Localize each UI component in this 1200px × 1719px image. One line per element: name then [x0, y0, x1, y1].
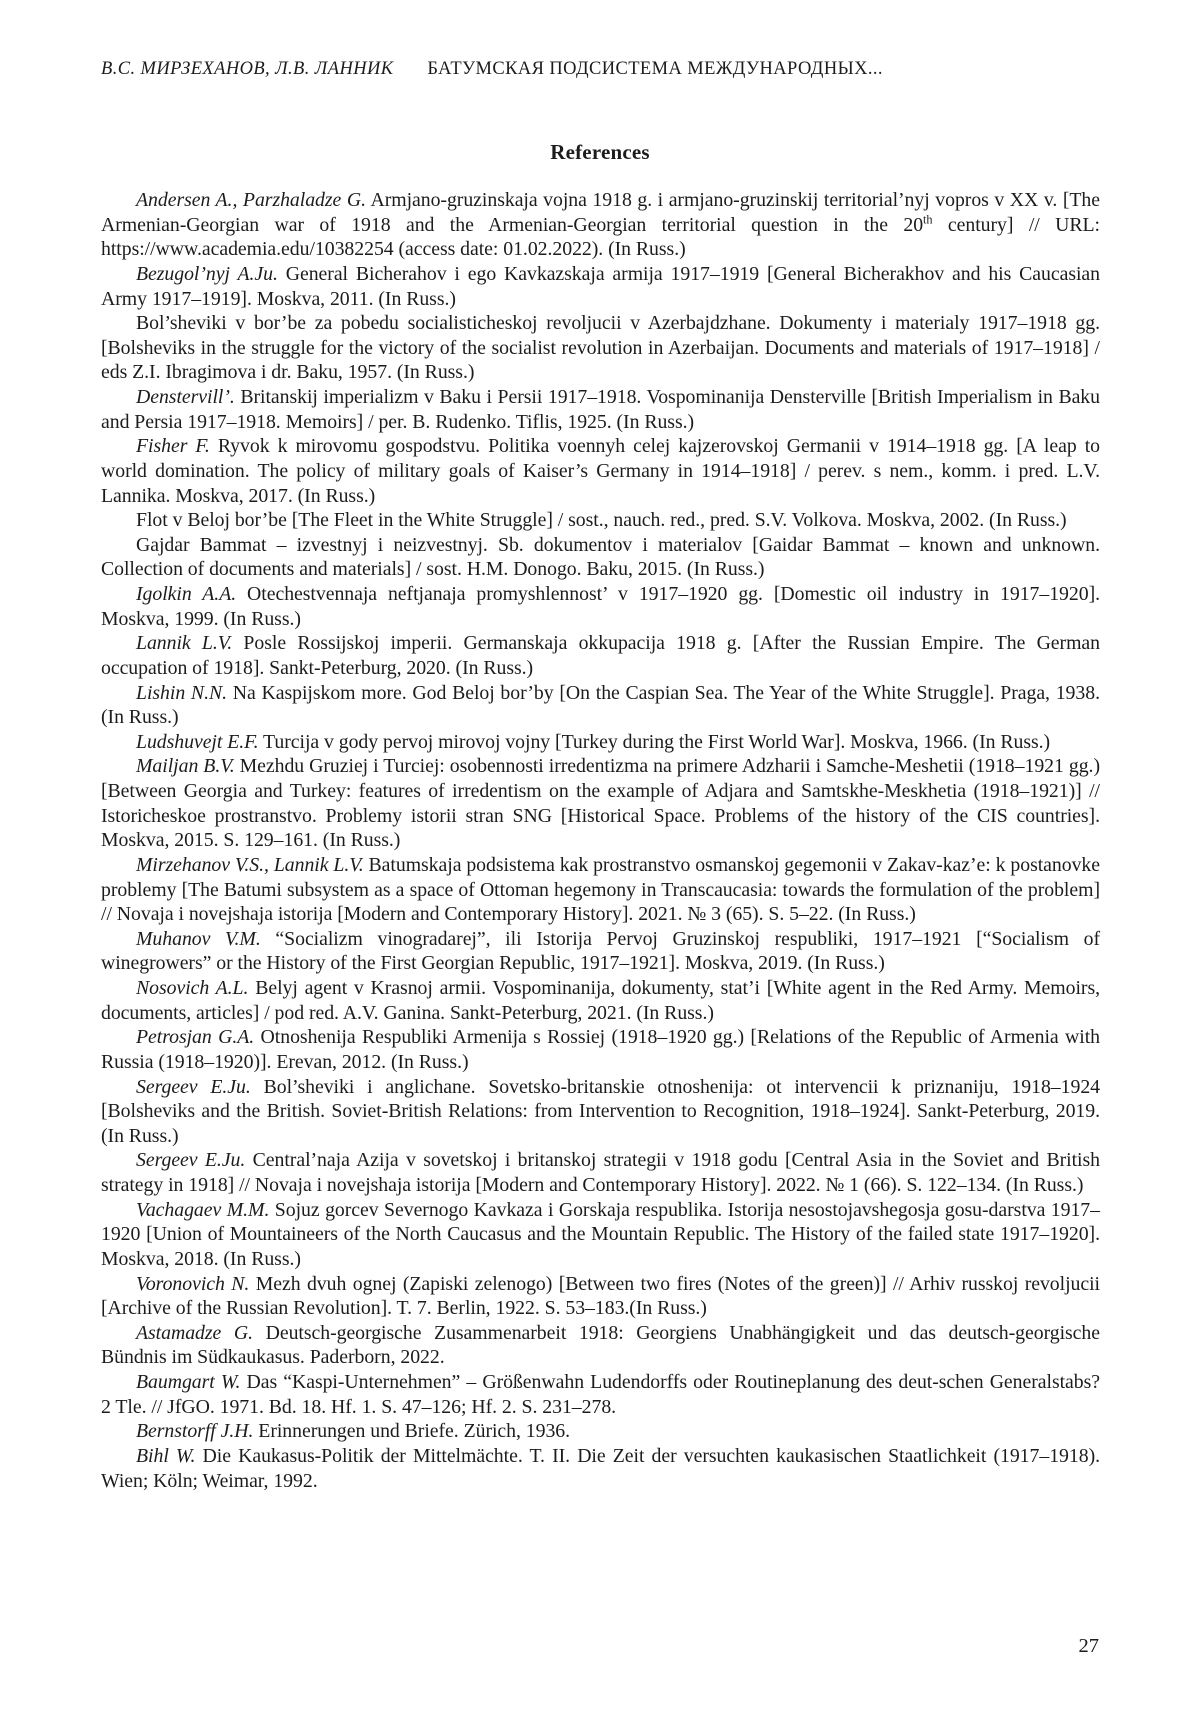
reference-text: Belyj agent v Krasnoj armii. Vospominanija, dokumenty, stat’i [White agent in the Red Army. Memoirs, documents, articles] / pod red. A.V. Ganina. Sankt-Peterburg, 2021. (In Russ.)	[101, 977, 1100, 1024]
reference-authors: Muhanov V.M.	[136, 927, 261, 950]
reference-text: “Socializm vinogradarej”, ili Istorija Pervoj Gruzinskoj respubliki, 1917–1921 [“Socialism of winegrowers” or the History of the First Georgian Republic, 1917–1921]. Moskva, 2019. (In Russ.)	[101, 927, 1100, 975]
page-number: 27	[1078, 1635, 1099, 1657]
reference-text: Turcija v gody pervoj mirovoj vojny [Turkey during the First World War]. Moskva, 1966. (In Russ.)	[258, 730, 1051, 753]
ordinal-superscript: th	[923, 212, 933, 227]
reference-authors: Bezugol’nyj A.Ju.	[136, 262, 278, 285]
running-head	[101, 59, 1100, 80]
reference-authors: Petrosjan G.A.	[136, 1026, 255, 1049]
reference-entry	[101, 1444, 1100, 1493]
reference-authors: Nosovich A.L.	[136, 977, 249, 999]
reference-entry	[101, 1075, 1100, 1149]
reference-entry	[101, 976, 1100, 1025]
reference-entry	[101, 1370, 1100, 1419]
reference-authors: Ludshuvejt E.F.	[136, 730, 259, 753]
reference-text: Erinnerungen und Briefe. Zürich, 1936.	[253, 1420, 571, 1443]
reference-entry	[101, 533, 1100, 582]
reference-entry	[101, 853, 1100, 927]
reference-text: Na Kaspijskom more. God Beloj bor’by [On the Caspian Sea. The Year of the White Struggle]. Praga, 1938. (In Russ.)	[101, 681, 1100, 729]
reference-text: Otnoshenija Respubliki Armenija s Rossiej (1918–1920 gg.) [Relations of the Republic of Armenia with Russia (1918–1920)]. Erevan, 2012. (In Russ.)	[101, 1026, 1101, 1073]
reference-authors: Mailjan B.V.	[136, 755, 235, 778]
reference-text: Sojuz gorcev Severnogo Kavkaza i Gorskaja respublika. Istorija nesostojavshegosja gosu-darstva 1917–1920 [Union of Mountaineers of the North Caucasus and the Mountain Republic. The History of the failed state 1917–1920]. Moskva, 2018. (In Russ.)	[101, 1198, 1100, 1270]
reference-entry	[101, 1321, 1100, 1370]
reference-text: Ryvok k mirovomu gospodstvu. Politika voennyh celej kajzerovskoj Germanii v 1914–1918 gg. [A leap to world domination. The policy of military goals of Kaiser’s Germany in 1914–1918] / perev. s nem., komm. i pred. L.V. Lannika. Moskva, 2017. (In Russ.)	[101, 435, 1101, 507]
reference-authors: Fisher F.	[136, 435, 210, 458]
reference-text: Flot v Beloj bor’be [The Fleet in the White Struggle] / sost., nauch. red., pred. S.V. Volkova. Moskva, 2002. (In Russ.)	[136, 509, 1067, 532]
reference-text: Deutsch-georgische Zusammenarbeit 1918: Georgiens Unabhängigkeit und das deutsch-georgische Bündnis im Südkaukasus. Paderborn, 2022.	[101, 1321, 1100, 1369]
references-heading: References	[550, 140, 650, 164]
reference-entry	[101, 1419, 1100, 1444]
reference-text: Otechestvennaja neftjanaja promyshlennost’ v 1917–1920 gg. [Domestic oil industry in 1917–1920]. Moskva, 1999. (In Russ.)	[101, 583, 1101, 630]
reference-entry	[101, 631, 1100, 680]
reference-authors: Baumgart W.	[136, 1371, 241, 1393]
reference-authors: Andersen A., Parzhaladze G.	[136, 189, 366, 211]
reference-entry	[101, 311, 1100, 385]
reference-entry	[101, 1198, 1100, 1272]
reference-entry	[101, 1025, 1100, 1074]
reference-authors: Bernstorff J.H.	[136, 1420, 254, 1443]
reference-authors: Lishin N.N.	[136, 681, 228, 704]
reference-entry	[101, 1148, 1100, 1197]
reference-authors: Denstervill’.	[136, 386, 235, 408]
reference-text: General Bicherahov i ego Kavkazskaja armija 1917–1919 [General Bicherakhov and his Caucasian Army 1917–1919]. Moskva, 2011. (In Russ.)	[101, 262, 1100, 310]
reference-entry	[101, 730, 1100, 755]
reference-text: Central’naja Azija v sovetskoj i britanskoj strategii v 1918 godu [Central Asia in the Soviet and British strategy in 1918] // Novaja i novejshaja istorija [Modern and Contemporary History]. 2022. № 1 (66). S. 122–134. (In Russ.)	[101, 1149, 1100, 1196]
reference-authors: Sergeev E.Ju.	[136, 1075, 251, 1098]
reference-entry	[101, 508, 1100, 533]
reference-authors: Mirzehanov V.S., Lannik L.V.	[136, 853, 364, 876]
reference-text: Batumskaja podsistema kak prostranstvo osmanskoj gegemonii v Zakav-kaz’e: k postanovke problemy [The Batumi subsystem as a space of Ottoman hegemony in Transcaucasia: towards the formulation of the problem] // Novaja i novejshaja istorija [Modern and Contemporary History]. 2021. № 3 (65). S. 5–22. (In Russ.)	[101, 853, 1100, 926]
reference-text: Mezhdu Gruziej i Turciej: osobennosti irredentizma na primere Adzharii i Samche-Meshetii (1918–1921 gg.) [Between Georgia and Turkey: features of irredentism on the example of Adjara and Samtskhe-Meskhetia (1918–1921)] // Istoricheskoe prostranstvo. Problemy istorii stran SNG [Historical Space. Problems of the history of the CIS countries]. Moskva, 2015. S. 129–161. (In Russ.)	[101, 755, 1100, 852]
reference-text: Britanskij imperializm v Baku i Persii 1917–1918. Vospominanija Densterville [British Imperialism in Baku and Persia 1917–1918. Memoirs] / per. B. Rudenko. Tiflis, 1925. (In Russ.)	[101, 386, 1100, 433]
running-head-authors: В.С. МИРЗЕХАНОВ, Л.В. ЛАННИК	[101, 59, 394, 79]
reference-entry	[101, 754, 1100, 853]
reference-authors: Igolkin A.A.	[136, 583, 237, 605]
reference-entry	[101, 927, 1100, 976]
reference-text: Mezh dvuh ognej (Zapiski zelenogo) [Between two fires (Notes of the green)] // Arhiv russkoj revoljucii [Archive of the Russian Revolution]. T. 7. Berlin, 1922. S. 53–183.(In Russ.)	[101, 1272, 1101, 1320]
reference-text: Posle Rossijskoj imperii. Germanskaja okkupacija 1918 g. [After the Russian Empire. The German occupation of 1918]. Sankt-Peterburg, 2020. (In Russ.)	[101, 632, 1100, 679]
running-head-title: БАТУМСКАЯ ПОДСИСТЕМА МЕЖДУНАРОДНЫХ...	[427, 59, 883, 79]
reference-authors: Astamadze G.	[136, 1321, 253, 1344]
references-list	[101, 188, 1100, 1493]
reference-entry	[101, 262, 1100, 311]
reference-entry	[101, 1272, 1100, 1321]
reference-entry	[101, 434, 1100, 508]
reference-authors: Vachagaev M.M.	[136, 1198, 270, 1221]
reference-text: Die Kaukasus-Politik der Mittelmächte. T. II. Die Zeit der versuchten kaukasischen Staatlichkeit (1917–1918). Wien; Köln; Weimar, 1992.	[101, 1444, 1100, 1492]
reference-entry	[101, 188, 1100, 262]
reference-text: Das “Kaspi-Unternehmen” – Größenwahn Ludendorffs oder Routineplanung des deut-schen Generalstabs? 2 Tle. // JfGO. 1971. Bd. 18. Hf. 1. S. 47–126; Hf. 2. S. 231–278.	[101, 1371, 1100, 1418]
reference-authors: Voronovich N.	[136, 1272, 250, 1295]
reference-text: Gajdar Bammat – izvestnyj i neizvestnyj. Sb. dokumentov i materialov [Gaidar Bammat – known and unknown. Collection of documents and materials] / sost. H.M. Donogo. Baku, 2015. (In Russ.)	[101, 533, 1100, 581]
reference-text: Armjano-gruzinskaja vojna 1918 g. i armjano-gruzinskij territorial’nyj vopros v XX v. [The Armenian-Georgian war of 1918 and the Armenian-Georgian territorial question in the 20	[101, 189, 1100, 236]
reference-text: Bol’sheviki i anglichane. Sovetsko-britanskie otnoshenija: ot intervencii k priznaniju, 1918–1924 [Bolsheviks and the British. Soviet-British Relations: from Intervention to Recognition, 1918–1924]. Sankt-Peterburg, 2019. (In Russ.)	[101, 1075, 1100, 1147]
reference-authors: Sergeev E.Ju.	[136, 1149, 246, 1172]
reference-entry	[101, 385, 1100, 434]
reference-text: century] // URL: https://www.academia.edu/10382254 (access date: 01.02.2022). (In Russ.)	[101, 213, 1100, 261]
reference-entry	[101, 681, 1100, 730]
reference-authors: Bihl W.	[136, 1444, 196, 1467]
reference-text: Bol’sheviki v bor’be za pobedu socialisticheskoj revoljucii v Azerbajdzhane. Dokumenty i materialy 1917–1918 gg. [Bolsheviks in the struggle for the victory of the socialist revolution in Azerbaijan. Documents and materials of 1917–1918] / eds Z.I. Ibragimova i dr. Baku, 1957. (In Russ.)	[101, 312, 1100, 384]
reference-authors: Lannik L.V.	[136, 632, 233, 655]
reference-entry	[101, 582, 1100, 631]
